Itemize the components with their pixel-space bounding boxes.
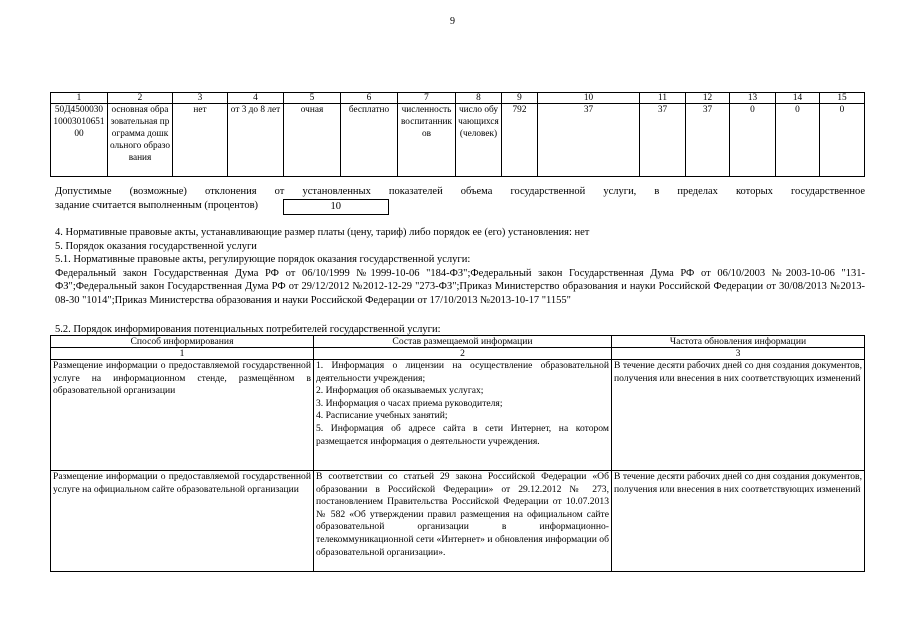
section-5-2-title: 5.2. Порядок информирования потенциальных потребителей государственной услуги: bbox=[55, 324, 441, 335]
section-4: 4. Нормативные правовые акты, устанавливающие размер платы (цену, тариф) либо порядок ее (его) установления: нет bbox=[55, 227, 590, 238]
section-5-1-text: Федеральный закон Государственная Дума РФ от 06/10/1999 №1999-10-06 "184-ФЗ";Федеральный закон Государственная Дума РФ от 06/10/2003 №2003-10-06 "131-ФЗ";Федеральный закон Государственная Дума РФ от 29/12/2012 №2012-12-29 "273-ФЗ";Приказ Министерство образования и науки Российской Федерации от 30/08/2013 №2013-08-30 "1014";Приказ Министерства образования и науки Российской Федерации от 17/10/2013 №2013-10-17 "1155" bbox=[55, 267, 865, 306]
program-name-cell: основная образовательная программа дошкольного образования bbox=[108, 104, 173, 177]
table-row bbox=[51, 104, 865, 177]
table-header-row bbox=[51, 336, 865, 348]
age-range-cell: от 3 до 8 лет bbox=[228, 104, 284, 177]
list-item: 1. Информация о лицензии на осуществление образовательной деятельности учреждения; bbox=[316, 360, 609, 384]
table-cell: нет bbox=[173, 104, 228, 177]
frequency-cell: В течение десяти рабочих дней со дня создания документов, получения или внесения в них соответствующих изменений bbox=[612, 360, 865, 471]
column-number: 9 bbox=[502, 93, 538, 104]
column-number: 6 bbox=[341, 93, 398, 104]
column-number: 15 bbox=[820, 93, 865, 104]
value-cell: 37 bbox=[640, 104, 686, 177]
column-number: 13 bbox=[730, 93, 776, 104]
method-cell: Размещение информации о предоставляемой государственной услуге на информационном стенде, размещённом в образовательной организации bbox=[51, 360, 314, 471]
value-cell: 0 bbox=[776, 104, 820, 177]
column-number: 3 bbox=[612, 348, 865, 360]
section-5-1-title: 5.1. Нормативные правовые акты, регулирующие порядок оказания государственной услуги: bbox=[55, 254, 471, 265]
value-cell: 37 bbox=[686, 104, 730, 177]
column-number: 12 bbox=[686, 93, 730, 104]
column-number: 14 bbox=[776, 93, 820, 104]
sections-block bbox=[55, 226, 865, 307]
value-cell: 0 bbox=[730, 104, 776, 177]
column-number: 4 bbox=[228, 93, 284, 104]
deviation-label: задание считается выполненным (процентов) bbox=[55, 200, 259, 211]
list-item: 4. Расписание учебных занятий; bbox=[316, 410, 448, 422]
column-number: 10 bbox=[538, 93, 640, 104]
deviation-text: Допустимые (возможные) отклонения от установленных показателей объема государственной услуги, в пределах которых государственное bbox=[55, 186, 865, 197]
table-row bbox=[51, 360, 865, 471]
column-header: Способ информирования bbox=[51, 336, 314, 348]
deviation-line bbox=[55, 199, 865, 215]
value-cell: 0 bbox=[820, 104, 865, 177]
column-number: 2 bbox=[108, 93, 173, 104]
table-number-row bbox=[51, 348, 865, 360]
page-number: 9 bbox=[450, 16, 455, 27]
content-cell: В соответствии со статьей 29 закона Российской Федерации «Об образовании в Российской Федерации» от 29.12.2012 № 273, постановлением Правительства Российской Федерации от 10.07.2013 № 582 «Об утверждении правил размещения на официальном сайте образовательной организации в информационно-телекоммуникационной сети «Интернет» и обновления информации об образовательной организации». bbox=[314, 471, 612, 572]
frequency-cell: В течение десяти рабочих дней со дня создания документов, получения или внесения в них соответствующих изменений bbox=[612, 471, 865, 572]
content-cell bbox=[314, 360, 612, 471]
column-number: 5 bbox=[284, 93, 341, 104]
list-item: 2. Информация об оказываемых услугах; bbox=[316, 385, 484, 397]
value-cell: 37 bbox=[538, 104, 640, 177]
section-5: 5. Порядок оказания государственной услуги bbox=[55, 240, 257, 252]
indicator-cell: число обучающихся (человек) bbox=[456, 104, 502, 177]
value-cell: 792 bbox=[502, 104, 538, 177]
column-header: Частота обновления информации bbox=[612, 336, 865, 348]
column-number: 2 bbox=[314, 348, 612, 360]
indicator-cell: численность воспитанников bbox=[398, 104, 456, 177]
column-number: 8 bbox=[456, 93, 502, 104]
payment-cell: бесплатно bbox=[341, 104, 398, 177]
volume-indicators-table bbox=[50, 92, 865, 177]
method-cell: Размещение информации о предоставляемой государственной услуге на официальном сайте образовательной организации bbox=[51, 471, 314, 572]
column-number: 1 bbox=[51, 93, 108, 104]
column-number: 11 bbox=[640, 93, 686, 104]
deviation-block bbox=[55, 185, 865, 215]
registry-number-cell: 50Д45000301000301065100 bbox=[51, 104, 108, 177]
column-number: 7 bbox=[398, 93, 456, 104]
form-cell: очная bbox=[284, 104, 341, 177]
deviation-value-box: 10 bbox=[283, 199, 389, 215]
column-header: Состав размещаемой информации bbox=[314, 336, 612, 348]
list-item: 5. Информация об адресе сайта в сети Интернет, на котором размещается информация о деятельности учреждения. bbox=[316, 422, 609, 447]
table-header-row bbox=[51, 93, 865, 104]
column-number: 1 bbox=[51, 348, 314, 360]
table-row bbox=[51, 471, 865, 572]
list-item: 3. Информация о часах приема руководителя; bbox=[316, 397, 503, 409]
column-number: 3 bbox=[173, 93, 228, 104]
information-table bbox=[50, 335, 865, 572]
